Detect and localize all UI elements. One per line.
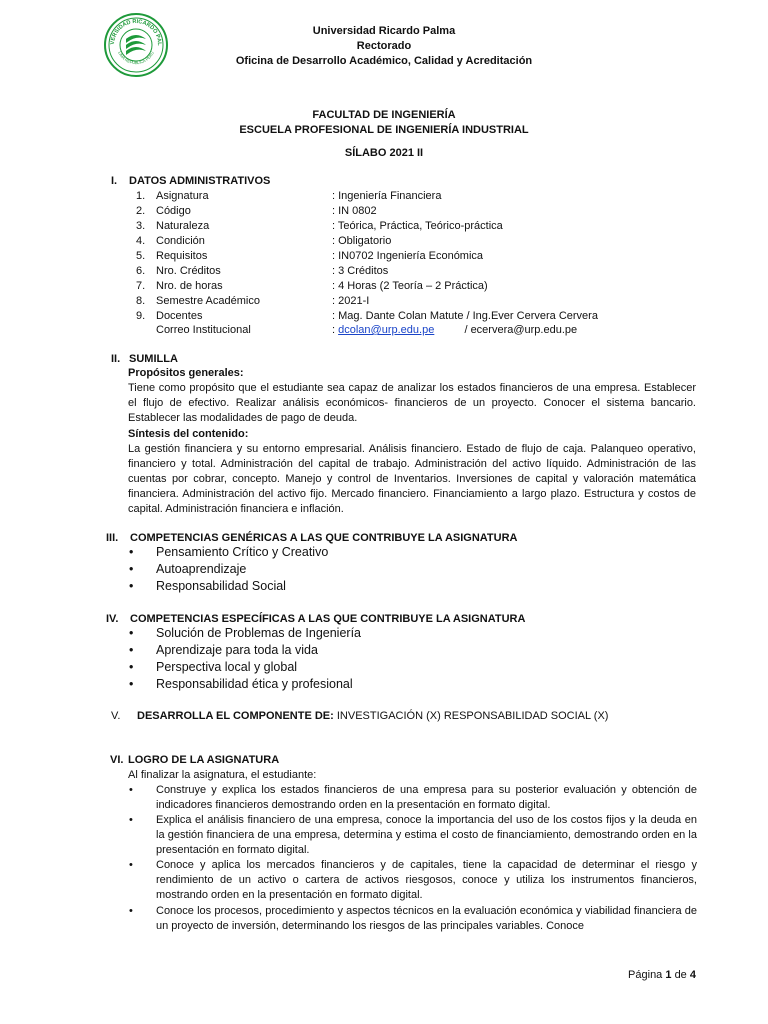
admin-row [0, 294, 768, 309]
achievement-item [129, 783, 697, 813]
office-development: Oficina de Desarrollo Académico, Calidad y Acreditación [235, 55, 533, 67]
bullet-icon: • [129, 859, 133, 871]
section-6-heading [110, 753, 279, 768]
office-rectorado: Rectorado [356, 40, 412, 52]
section-number: IV. [106, 613, 119, 625]
list-item-text: Aprendizaje para toda la vida [156, 643, 318, 657]
admin-row-number: 6. [136, 265, 146, 277]
admin-row-value: : Teórica, Práctica, Teórico-práctica [332, 220, 503, 232]
admin-row-number: 2. [136, 205, 146, 217]
institution-header [168, 24, 600, 69]
page-label: Página [628, 969, 663, 981]
admin-row-value: : IN 0802 [332, 205, 377, 217]
list-item-text: Perspectiva local y global [156, 660, 298, 674]
admin-row-label: Naturaleza [156, 220, 210, 232]
section-number: III. [106, 532, 119, 544]
section-number: II. [111, 353, 121, 365]
section-1-heading [111, 174, 270, 189]
admin-row-number: 8. [136, 295, 146, 307]
admin-row-label: Condición [156, 235, 205, 247]
list-item-text: Responsabilidad Social [156, 579, 286, 593]
admin-row [0, 189, 768, 204]
university-seal-logo [104, 13, 168, 77]
list-item-text: Solución de Problemas de Ingeniería [156, 626, 361, 640]
page-footer [628, 968, 696, 983]
school-name: ESCUELA PROFESIONAL DE INGENIERÍA INDUSTRIAL [239, 123, 529, 136]
bullet-icon: • [129, 905, 133, 917]
section-4-heading [106, 612, 525, 627]
section-3-heading [106, 531, 517, 546]
admin-row-label: Código [156, 205, 191, 217]
email-colon: : [332, 324, 336, 336]
achievement-text: Explica el análisis financiero de una empresa, conoce la importancia del uso de los costos fijos y la deuda en la gestión financiera de una empresa, determina y estima el costo de financiamiento, demostrando orden en la presentación en formato digital. [156, 814, 697, 856]
admin-row [0, 264, 768, 279]
section-title: SUMILLA [129, 353, 178, 365]
admin-row [0, 249, 768, 264]
achievement-text: Conoce los procesos, procedimiento y aspectos técnicos en la evaluación económica y viabilidad financiera de un proyecto de inversión, determinando los riesgos de las principales variables. Conoce [156, 905, 697, 932]
purpose-text: Tiene como propósito que el estudiante sea capaz de analizar los estados financieros de una empresa. Establecer el flujo de efectivo. Realizar análisis económicos- financieros de un proyecto. Conocer el sistema bancario. Establecer las modalidades de pago de deuda. [128, 382, 696, 424]
bullet-icon: • [129, 562, 134, 576]
admin-row-number: 1. [136, 190, 146, 202]
list-item-text: Responsabilidad ética y profesional [156, 677, 353, 691]
email-ecervera: ecervera@urp.edu.pe [470, 324, 578, 336]
achievement-item [129, 858, 697, 903]
section-number: VI. [110, 754, 124, 766]
section-title: DESARROLLA EL COMPONENTE DE: [137, 710, 334, 722]
list-item-text: Pensamiento Crítico y Creativo [156, 545, 329, 559]
email-row [0, 323, 768, 338]
bullet-icon: • [129, 579, 134, 593]
admin-row-label: Asignatura [156, 190, 209, 202]
faculty-heading [168, 108, 600, 137]
admin-row [0, 309, 768, 324]
section-title: LOGRO DE LA ASIGNATURA [128, 754, 280, 766]
email-link-dcolan[interactable]: dcolan@urp.edu.pe [338, 324, 435, 336]
list-item-text: Autoaprendizaje [156, 562, 247, 576]
section-title: COMPETENCIAS GENÉRICAS A LAS QUE CONTRIBUYE LA ASIGNATURA [130, 532, 518, 544]
page-current: 1 [665, 969, 672, 981]
achievement-item [129, 813, 697, 858]
university-name: Universidad Ricardo Palma [312, 25, 456, 37]
admin-row [0, 279, 768, 294]
admin-row [0, 219, 768, 234]
admin-row-label: Semestre Académico [156, 295, 260, 307]
email-values [332, 323, 577, 338]
syllabus-title: SÍLABO 2021 II [344, 147, 424, 159]
section-2-heading [111, 352, 178, 367]
achievement-item [129, 904, 697, 934]
page-total: 4 [689, 969, 696, 981]
section-number: V. [111, 710, 121, 722]
bullet-icon: • [129, 660, 134, 674]
synthesis-text: La gestión financiera y su entorno empresarial. Análisis financiero. Estado de flujo de caja. Palanqueo operativo, financiero y total. Administración del capital de trabajo. Administración del activo líquido. Administración de las cuentas por cobrar, concepto. Manejo y control de Inventarios. Inversiones de capital y valoración matemática financiera. Administración del activo fijo. Mercado financiero. Financiamiento a largo plazo. Estructura y costos de capital. Administración financiera e inflación. [128, 443, 696, 515]
component-value: INVESTIGACIÓN (X) RESPONSABILIDAD SOCIAL (X) [336, 710, 609, 722]
admin-row-value: : Ingeniería Financiera [332, 190, 442, 202]
admin-row-value: : 3 Créditos [332, 265, 389, 277]
admin-row-value: : Obligatorio [332, 235, 392, 247]
section-5-heading [111, 709, 608, 724]
achievement-text: Conoce y aplica los mercados financieros y de capitales, tiene la capacidad de determinar el riesgo y rendimiento de un activo o cartera de activos riesgosos, conoce y utiliza los instrumentos financieros, mostrando orden en la presentación en formato digital. [156, 859, 697, 901]
email-separator: / [464, 324, 468, 336]
section-title: DATOS ADMINISTRATIVOS [129, 175, 271, 187]
synthesis-label: Síntesis del contenido: [128, 428, 249, 440]
page-of: de [674, 969, 687, 981]
admin-row-value: : 4 Horas (2 Teoría – 2 Práctica) [332, 280, 488, 292]
section-number: I. [111, 175, 118, 187]
admin-row-number: 3. [136, 220, 146, 232]
bullet-icon: • [129, 677, 134, 691]
admin-row [0, 204, 768, 219]
bullet-icon: • [129, 545, 134, 559]
admin-row-value: : 2021-I [332, 295, 370, 307]
bullet-icon: • [129, 626, 134, 640]
admin-row-label: Requisitos [156, 250, 208, 262]
admin-row-number: 5. [136, 250, 146, 262]
email-label: Correo Institucional [156, 324, 251, 336]
admin-row-label: Nro. Créditos [156, 265, 221, 277]
purpose-label: Propósitos generales: [128, 367, 244, 379]
achievement-text: Construye y explica los estados financieros de una empresa para su posterior evaluación y obtención de indicadores financieros demostrando orden en la presentación en formato digital. [156, 784, 697, 811]
admin-row-value: : Mag. Dante Colan Matute / Ing.Ever Cervera Cervera [332, 310, 598, 322]
bullet-icon: • [129, 784, 133, 796]
admin-row-number: 4. [136, 235, 146, 247]
admin-row-value: : IN0702 Ingeniería Económica [332, 250, 484, 262]
section-title: COMPETENCIAS ESPECÍFICAS A LAS QUE CONTRIBUYE LA ASIGNATURA [130, 613, 526, 625]
bullet-icon: • [129, 814, 133, 826]
svg-text:UNIVERSIDAD RICARDO PALMA: VERSIDAD RICARDO PAL [109, 18, 163, 46]
admin-row [0, 234, 768, 249]
svg-text:LIMA REPUBLICA PERU: LIMA REPUBLICA PERU [117, 50, 155, 66]
admin-row-label: Docentes [156, 310, 203, 322]
admin-row-number: 7. [136, 280, 146, 292]
achievement-intro: Al finalizar la asignatura, el estudiante: [128, 769, 317, 781]
admin-row-label: Nro. de horas [156, 280, 223, 292]
faculty-name: FACULTAD DE INGENIERÍA [312, 109, 456, 121]
bullet-icon: • [129, 643, 134, 657]
admin-row-number: 9. [136, 310, 146, 322]
